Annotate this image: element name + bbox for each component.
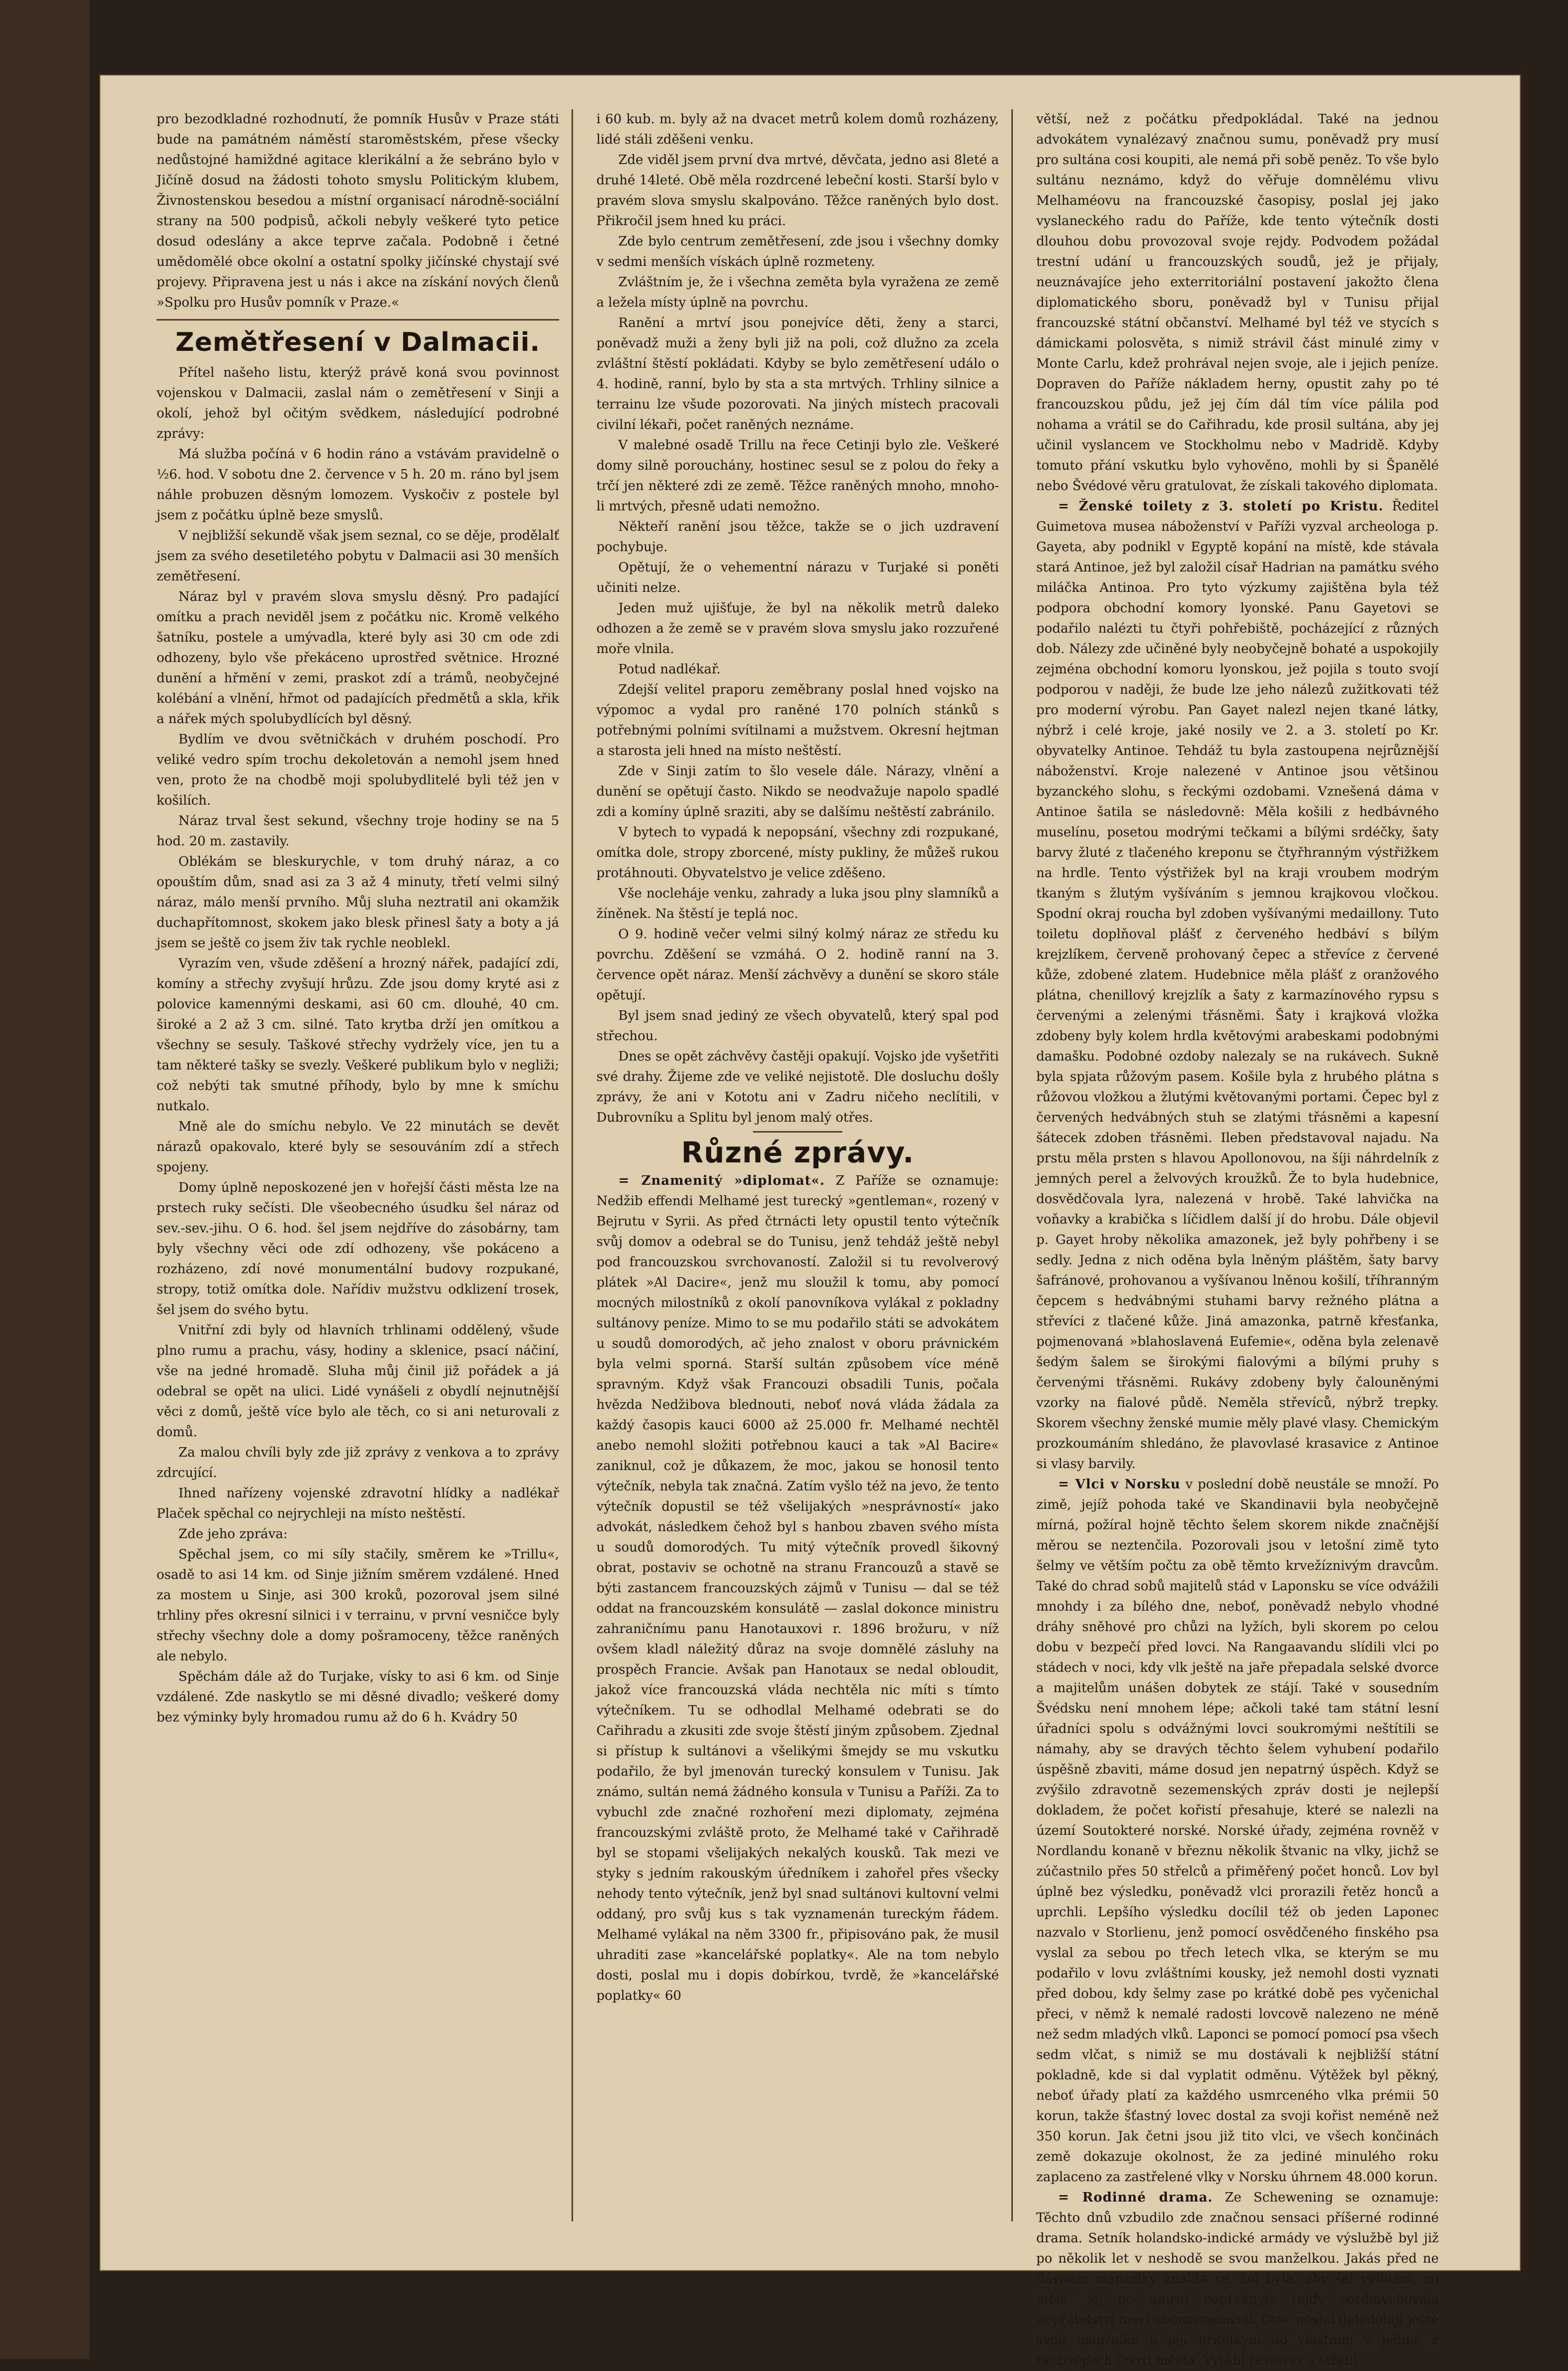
news-item-text: Ředitel Guimetova musea náboženství v Paříži vyzval archeologa p. Gayeta, aby podnikl v Egyptě kopání na místě, kde stávala stará Antinoe, jež byl založil císař Hadrian na památku svého miláčka Antinoa. Pro tyto výzkumy zajištěna byla též podpora obchodní komory lyonské. Panu Gayetovi se podařilo nalézti tu čtyři pohřebiště, pocházející z různých dob. Nálezy zde učiněné byly neobyčejně bohaté a uspokojily zejména obchodní komoru lyonskou, jež pojila s touto svojí podporou v naději, že bude lze jeho nálezů zužitkovati též pro moderní výrobu. Pan Gayet nalezl nejen tkané látky, nýbrž i celé kroje, jaké nosily ve 2. a 3. století po Kr. obyvatelky Antinoe. Tehdáž tu byla zastoupena nejrůznější náboženství. Kroje nalezené v Antinoe jsou většinou byzanckého slohu, s řeckými ozdobami. Vznešená dáma v Antinoe šatila se následovně: Měla košili z hedbávného muselínu, posetou modrými tečkami a bílými srdéčky, šaty barvy žluté z tlačeného kreponu se čtyřhranným výstřižkem na hrdle. Tento výstřižek byl na kraji vroubem modrým tkaným s žlutým vyšíváním s jemnou krajkovou vločkou. Spodní okraj roucha byl zdoben vyšívanými medaillony. Tuto toiletu doplňoval plášť z červeného hedbáví s bílým krejzlíkem, červeně prohovaný čepec a střevíce z červené kůže, zdobené zlatem. Hudebnice měla plášť z oranžového plátna, chenillový krejzlík a šaty z karmazínového rypsu s červenými a zelenými třásněmi. Šaty i krajková vložka zdobeny byly kolem hrdla květovými arabeskami podobnými damašku. Podobné ozdoby nalezaly se na rukávech. Sukně byla spjata růžovým pasem. Košile byla z hrubého plátna s růžovou vložkou a žlutými květovanými portami. Čepec byl z červených hedvábných stuh se zlatými třásněmi a kapesní šátecek zdoben třásněmi. Ileben představoval najadu. Na prstu měla prsten s hlavou Apollonovou, na šíji náhrdelník z jemných perel a želvových kroužků. Že to byla hudebnice, dosvědčovala lyra, nalezená v hrobě. Také lahvička na voňavky a krabička s líčidlem další jí do hrobu. Dále objevil p. Gayet hroby několika amazonek, jež byly pohřbeny i se sedly. Jedna z nich oděna byla lněným pláštěm, šaty barvy šafránové, prohovanou a vyšívanou lněnou košilí, tříhranným čepcem s hedvábnými stuhami barvy režného plátna a střevíci z tlačené kůže. Jiná amazonka, patrně křesťanka, pojmenovaná »blahoslavená Eufemie«, oděna byla zelenavě šedým šalem se širokými fialovými a bílými pruhy s červenými třásněmi. Rukávy zdobeny byly čalouněnými vzorky na fialové půdě. Neměla střevíců, nýbrž trepky. Skorem všechny ženské mumie měly plavé vlasy. Chemickým prozkoumáním shledáno, že plavovlasé krasavice z Antinoe si vlasy barvily. — [1036, 499, 1439, 1472]
article-paragraph: Zvláštním je, že i všechna zeměta byla vyražena ze země a ležela místy úplně na povrchu. — [596, 275, 999, 310]
article-paragraph: Má služba počíná v 6 hodin ráno a vstávám pravidelně o ½6. hod. V sobotu dne 2. července v 5 h. 20 m. ráno byl jsem náhle probuzen děsným lomozem. Vyskočiv z postele byl jsem z počátku úplně beze smyslů. — [157, 447, 559, 523]
news-item-title: = Vlci v Norsku — [1058, 1477, 1181, 1492]
article-paragraph: Přítel našeho listu, kterýž právě koná svou povinnost vojenskou v Dalmacii, zaslal nám o zemětřesení v Sinji a okolí, jehož byl očitým svědkem, následující podrobné zprávy: — [157, 365, 559, 441]
article-paragraph: Ranění a mrtví jsou ponejvíce děti, ženy a starci, poněvadž muži a ženy byli již na poli, což dlužno za zcela zvláštní štěstí pokládati. Kdyby se bylo zemětřesení událo o 4. hodině, ranní, bylo by sta a sta mrtvých. Trhliny silnice a terrainu lze všude pozorovati. Na jiných místech pracovali civilní lékaři, počet raněných neznáme. — [596, 316, 999, 432]
article-paragraph: V nejbližší sekundě však jsem seznal, co se děje, prodělalť jsem za svého desetiletého pobytu v Dalmacii asi 30 menších zemětřesení. — [157, 528, 559, 584]
article-paragraph: Dnes se opět záchvěvy častěji opakují. Vojsko jde vyšetřiti své drahy. Žijeme zde ve veliké nejistotě. Dle dosluchu došly zprávy, že ani v Kototu ani v Zadru ničeho neclítili, v Dubrovníku a Splitu byl jenom malý otřes. — [596, 1049, 999, 1125]
news-item-text: Z Paříže se oznamuje: Nedžib effendi Melhamé jest turecký »gentleman«, rozený v Bejrutu v Syrii. As před čtrnácti lety opustil tento výtečník svůj domov a odebral se do Tunisu, jenž tehdáž ještě nebyl pod francouzskou svrchovaností. Založil si tu revolverový plátek »Al Dacire«, jenž mu sloužil k tomu, aby pomocí mocných milostníků z okolí panovníkova vylákal z pokladny sultánovy peníze. Mimo to se mu podařilo státi se advokátem u soudů domorodých, ač jeho znalost v oboru právnickém byla velmi sporná. Starší sultán způsobem více méně spravným. Když však Francouzi obsadili Tunis, počala hvězda Nedžibova blednouti, neboť nová vláda žádala za každý časopis kauci 6000 až 25.000 fr. Melhamé nechtěl anebo nemohl složiti potřebnou kauci a tak »Al Bacire« zaniknul, což je důkazem, že moc, jakou se honosil tento výtečník, nebyla tak značná. Zatím vyšlo též na jevo, že tento výtečník dopustil se též všelijakých »nesprávností« jako advokát, následkem čehož byl s hanbou zbaven svého místa u soudů domorodých. Tu mitý výtečník provedl šikovný obrat, postaviv se ochotně na stranu Francouzů a stavě se býti zastancem francouzských zájmů v Tunisu — dal se též oddat na francouzském konsulátě — zaslal dokonce ministru zahraničnímu panu Hanotauxovi r. 1896 brožuru, v níž ovšem kladl náležitý důraz na svoje domnělé zásluhy na prospěch Francie. Avšak pan Hanotaux se nedal obloudit, jakož více francouzská vláda nechtěla nic míti s tímto výtečníkem. Tu se odhodlal Melhamé odebrati se do Cařihradu a zkusiti zde svoje štěstí jiným způsobem. Zjednal si přístup k sultánovi a všelikými šmejdy se mu vskutku podařilo, že byl jmenován turecký konsulem v Tunisu. Jak známo, sultán nemá žádného konsula v Tunisu a Paříži. Za to vybuchl zde značné rozhoření mezi diplomaty, zejména francouzskými zvláště proto, že Melhamé také v Cařihradě byl se stopami všelijakých nekalých kousků. Tak mezi ve styky s jedním rakouským úředníkem i zahořel přes všecky nehody tento výtečník, jenž byl snad sultánovi kultovní velmi oddaný, pro svůj kus s tak vyznamenán tureckým řádem. Melhamé vylákal na něm 3300 fr., připisováno pak, že musil uhraditi zase »kancelářské poplatky«. Ale na tom nebylo dosti, poslal mu i dopis dobírkou, tvrdě, že »kancelářské poplatky« 60 — [596, 1173, 999, 2003]
article-paragraph: V malebné osadě Trillu na řece Cetinji bylo zle. Veškeré domy silně porouchány, hostinec sesul se z polou do řeky a trčí jen některé zdi ze země. Těžce raněných mnoho, mnoho-li mrtvých, přesně udati nemožno. — [596, 438, 999, 514]
article-paragraph: Vnitřní zdi byly od hlavních trhlinami oddělený, všude plno rumu a prachu, vásy, hodiny a sklenice, psací náčiní, vše na jedné hromadě. Sluha můj činil již pořádek a já odebral se opět na ulici. Lidé vynášeli z obydlí nejnutnější věci z domů, ještě více bylo ale těch, co si ani neturovali z domů. — [157, 1323, 559, 1440]
article-paragraph: Potud nadlékař. — [618, 662, 721, 677]
column-1 — [157, 109, 559, 2226]
article-paragraph: Náraz trval šest sekund, všechny troje hodiny se na 5 hod. 20 m. zastavily. — [157, 814, 559, 849]
column-2 — [596, 109, 999, 2226]
article-paragraph: O 9. hodině večer velmi silný kolmý náraz ze středu ku povrchu. Zděšení se vzmáhá. O 2. hodině ranní na 3. července opět náraz. Menší záchvěvy a dunění se skoro stále opětují. — [596, 927, 999, 1003]
article-headline-zemetreseni: Zemětřesení v Dalmacii. — [175, 327, 540, 357]
article-paragraph: Opětují, že o vehementní nárazu v Turjaké si poněti učiniti nelze. — [596, 560, 999, 595]
article-paragraph: Ihned nařízeny vojenské zdravotní hlídky a nadlékař Plaček spěchal co nejrychleji na místo neštěstí. — [157, 1486, 559, 1521]
news-item-title: = Rodinné drama. — [1058, 2190, 1213, 2205]
article-paragraph: Jeden muž ujišťuje, že byl na několik metrů daleko odhozen a že země se v pravém slova smyslu jako rozzuřené moře vlnila. — [596, 601, 999, 656]
article-paragraph: Spěchal jsem, co mi síly stačily, směrem ke »Trillu«, osadě to asi 14 km. od Sinje jižním směrem vzdálené. Hned za mostem u Sinje, asi 300 kroků, pozoroval jsem silné trhliny přes okresní silnici i v terrainu, v první vesničce byly střechy všechny dole a domy pošramoceny, těžce raněných ale nebylo. — [157, 1547, 559, 1664]
article-paragraph: Někteří ranění jsou těžce, takže se o jich uzdravení pochybuje. — [596, 519, 999, 555]
newspaper-page — [99, 75, 1521, 2368]
article-paragraph: Bydlím ve dvou světničkách v druhém poschodí. Pro veliké vedro spím trochu dekoletován a nemohl jsem hned ven, proto že na chodbě moji spolubydlitelé byli též jen v košilích. — [157, 732, 559, 808]
article-paragraph: i 60 kub. m. byly až na dvacet metrů kolem domů rozházeny, lidé stáli zděšeni venku. — [596, 112, 999, 147]
news-item-title: = Ženské toilety z 3. století po Kristu. — [1058, 499, 1384, 514]
section-divider — [753, 1131, 842, 1133]
section-headline-ruzne-zpravy: Různé zprávy. — [681, 1136, 914, 1169]
news-item-text: v poslední době neustále se množí. Po zimě, jejíž pohoda také ve Skandinavii byla neobyčejně mírná, požíral hojně těchto šelem skorem nikde značnější měrou se neztenčila. Pozorovali jsou v letošní zimě tyto šelmy ve větším počtu za obě těmto krvežíznivým dravcům. Také do chrad sobů majitelů stád v Laponsku se více odvážili mnohdy i za bílého dne, neboť, poněvadž nebylo vhodné dráhy sněhové pro chůzi na lyžích, byli skorem po celou dobu v bezpečí před lovci. Na Rangaavandu slídili vlci po stádech v noci, kdy vlk ještě na jaře přepadala selské dvorce a majitelům unášen dobytek ze stájí. Také v sousedním Švédsku není mnohem lépe; ačkoli také tam státní lesní úřadníci spolu s odvážnými lovci soukromými neštítili se námahy, aby se dravých těchto šelem vyhubení podařilo úspěšně zbaviti, máme dosud jen nepatrný úspěch. Když se zvýšilo zdravotně sezemenských zpráv dosti je nejlepší dokladem, že počet kořistí přesahuje, které se nalezli na území Soutokteré norské. Norské úřady, zejména rovněž v Nordlandu konaně v březnu několik štvanic na vlky, jichž se zúčastnilo přes 50 střelců a přiměřený počet honců. Lov byl úplně bez výsledku, poněvadž vlci prorazili řetěz honců a uprchli. Lepšího výsledku docílil též ob jeden Laponec nazvalo v Storlienu, jenž pomocí osvědčeného finského psa vyslal za sebou po třech letech vlka, se kterým se mu podařilo v lovu zvláštními kousky, jež nemohl dosti vyznati před dobou, kdy šelmy zase po krátké době pes vyčenichal přeci, v němž k nemalé radosti lovcově nalezeno ne méně než sedm mladých vlků. Laponci se pomocí pomocí psa všech sedm vlčat, s nimiž se mu dostávali k nejbližší státní pokladně, kde si dal vyplatit odměnu. Výtěžek byl pěkný, neboť úřady platí za každého usmrceného vlka prémii 50 korun, takže šťastný lovec dostal za svoji kořist neméně než 350 korun. Jak četni jsou již tito vlci, ve všech končinách země dokazuje okolnost, že za jediné minulého roku zaplaceno za zastřelené vlky v Norsku úhrnem 48.000 korun. — [1036, 1477, 1439, 2185]
article-paragraph: Spěchám dále až do Turjake, vísky to asi 6 km. od Sinje vzdálené. Zde naskytlo se mi děsné divadlo; veškeré domy bez výminky byly hromadou rumu až do 6 h. Kvádry 50 — [157, 1669, 559, 1725]
article-paragraph: Za malou chvíli byly zde již zprávy z venkova a to zprávy zdrcující. — [157, 1445, 559, 1480]
news-item-title: = Znamenitý »diplomat«. — [618, 1173, 825, 1188]
column-rule-left — [572, 109, 573, 2221]
article-paragraph: Zde bylo centrum zemětřesení, zde jsou i všechny domky v sedmi menších vískách úplně rozmeteny. — [596, 234, 999, 269]
news-item-text: větší, než z počátku předpokládal. Také na jednou advokátem vynalézavý značnou sumu, poněvadž pry musí pro sultána cosi koupiti, ale nemá při sobě peněz. To vše bylo sultánu neznámo, když do věřuje domnělému vlivu Melhaméovu na francouzské časopisy, poslal jej jako vyslaneckého radu do Paříže, kde tento výtečník dosti dlouhou dobu provozoval svoje rejdy. Podvodem požádal trestní udání u francouzských soudů, jež je přijaly, neuznávajíce jeho exterritoriální postavení jakožto člena diplomatického sboru, poněvadž byl v Tunisu přijal francouzské státní občanství. Melhamé byl též ve stycích s dámickami polosvěta, s nimiž strávil část minulé zimy v Monte Carlu, kdež prohrával nejen svoje, ale i jejich peníze. Dopraven do Paříže nákladem herny, opustit zahy po té francouzskou půdu, jež jej čím dál tím více pálila pod nohama a vrátil se do Cařihradu, kde prosil sultána, aby jej učinil vyslancem ve Stockholmu nebo v Madridě. Kdyby tomuto přání vskutku bylo vyhověno, mohli by si Španělé nebo Švédové věru gratulovat, že získali takového diplomata. — [1036, 112, 1439, 493]
article-paragraph: Vše nocleháje venku, zahrady a luka jsou plny slamníků a žíněnek. Na štěstí je teplá noc. — [596, 886, 999, 921]
article-paragraph: Mně ale do smíchu nebylo. Ve 22 minutách se devět nárazů opakovalo, které byly se sesouváním zdí a střech spojeny. — [157, 1119, 559, 1175]
article-paragraph: Zde viděl jsem první dva mrtvé, děvčata, jedno asi 8leté a druhé 14leté. Obě měla rozdrcené lebeční kosti. Starší bylo v pravém slova smyslu skalpováno. Těžce raněných bylo dost. Přikročil jsem hned ku práci. — [596, 153, 999, 229]
news-item-text: Ze Schewening se oznamuje: Těchto dnů vzbudilo zde značnou sensaci příšerné rodinné drama. Setník holandsko-indické armády ve výslužbě byl již po několik let v neshodě se svou manželkou. Jakás před ne dávnem manželky znalila se, šel byla, aby šel výhněm, co mělo, jej po úmrní nepřeknyje rejdy rozdmychovala nepřátelství mezi oběma manželi. Otec poslal dalodoluji ještě svoji manželku a její přítelkyni do vlastním v jediné z nejživějších čtvrtí města. Vytáhl revolver a střelil — [1036, 2190, 1439, 2368]
section-divider — [157, 319, 559, 321]
article-paragraph: Zde jeho zpráva: — [178, 1527, 288, 1542]
article-paragraph: Domy úplně neposkozené jen v hořejší části města lze na prstech ruky sečísti. Dle všeobecného úsudku šel náraz od sev.-sev.-jihu. O 6. hod. šel jsem nejdříve do zásobárny, tam byly všechny věci ode zdí odhozeny, vše pokáceno a rozházeno, zdí nové monumentální budovy rozpukané, stropy, totiž omítka dole. Nařídiv mužstvu odklizení trosek, šel jsem do svého bytu. — [157, 1180, 559, 1317]
article-paragraph: Byl jsem snad jediný ze všech obyvatelů, který spal pod střechou. — [596, 1008, 999, 1044]
article-paragraph: V bytech to vypadá k nepopsání, všechny zdi rozpukané, omítka dole, stropy zborcené, místy pukliny, že můžeš rukou protáhnouti. Obyvatelstvo je velice zděšeno. — [596, 825, 999, 881]
article-paragraph: Zde v Sinji zatím to šlo vesele dále. Nárazy, vlnění a dunění se opětují často. Nikdo se neodvažuje napolo spadlé zdi a komíny úplně sraziti, aby se dalšímu neštěstí zabránilo. — [596, 764, 999, 819]
husuv-pomnik-text: pro bezodkladné rozhodnutí, že pomník Husův v Praze státi bude na památném náměstí staroměstském, přese všecky nedůstojné hamiždné agitace klerikální a že sebráno bylo v Jičíně dosud na žádosti tohoto smyslu Politickým klubem, Živnostenskou besedou a místní organisací národně-sociální strany na 500 podpisů, ačkoli nebyly veškeré tyto petice dosud odeslány a akce teprve začala. Podobně i četné umědomělé obce okolní a ostatní spolky jičínské chystají své projevy. Připravena jest u nás i akce na získání nových členů »Spolku pro Husův pomník v Praze.« — [157, 112, 559, 310]
column-3 — [1036, 109, 1439, 2368]
article-paragraph: Zdejší velitel praporu zeměbrany poslal hned vojsko na výpomoc a vydal pro raněné 170 polních stánků s potřebnými polními svítilnami a mužstvem. Okresní hejtman a starosta jeli hned na místo neštěstí. — [596, 682, 999, 758]
article-paragraph: Oblékám se bleskurychle, v tom druhý náraz, a co opouštím dům, snad asi za 3 až 4 minuty, třetí velmi silný náraz, málo menší prvního. Můj sluha neztratil ani okamžik duchapřítomnost, skokem jako blesk přinesl šaty a boty a já jsem se ještě co jsem živ tak rychle neoblekl. — [157, 854, 559, 951]
article-paragraph: Náraz byl v pravém slova smyslu děsný. Pro padající omítku a prach neviděl jsem z počátku nic. Kromě velkého šatníku, postele a umývadla, které byly asi 30 cm ode zdi odhozeny, bylo vše překáceno uprostřed světnice. Hrozné dunění a hřmění v zemi, praskot zdí a trámů, neobyčejné kolébání a vlnění, hřmot od padajících předmětů a skla, křik a nářek mých spolubydlících byl děsný. — [157, 589, 559, 727]
column-rule-right — [1011, 109, 1013, 2221]
article-paragraph: Vyrazím ven, všude zděšení a hrozný nářek, padající zdi, komíny a střechy zvyšují hrůzu. Zde jsou domy kryté asi z polovice kamennými deskami, asi 60 cm. dlouhé, 40 cm. široké a 2 až 3 cm. silné. Tato krytba drží jen omítkou a všechny se sesuly. Taškové střechy vydržely více, jen tu a tam některé tašky se svezly. Veškeré publikum bylo v negliži; což nebýti tak smutné příhody, bylo by mne k smíchu nutkalo. — [157, 956, 559, 1114]
scan-dark-edge — [0, 0, 89, 2359]
